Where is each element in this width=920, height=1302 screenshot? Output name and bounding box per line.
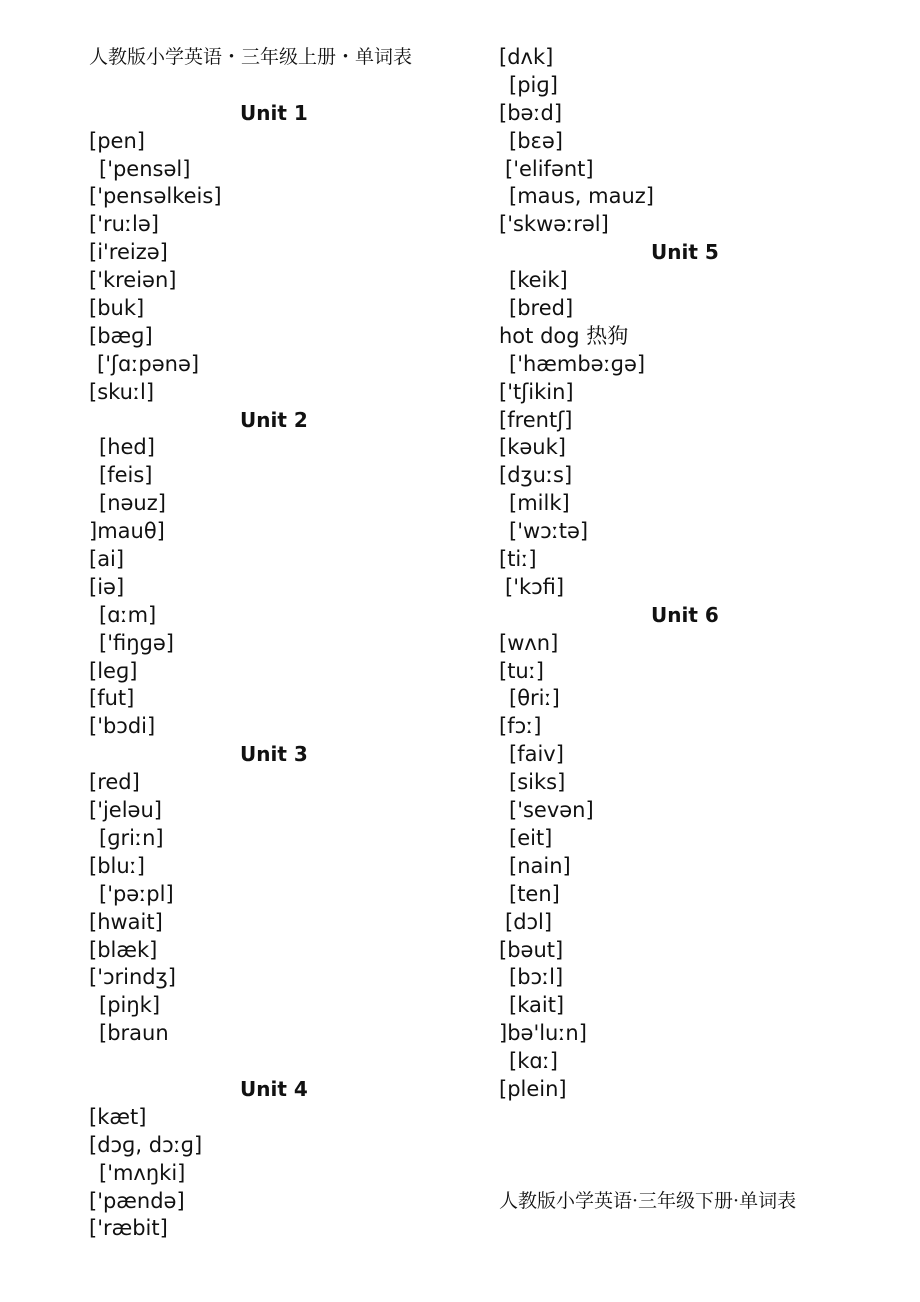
unit-4-heading: Unit 4 — [240, 1076, 308, 1101]
unit-1-heading: Unit 1 — [240, 100, 308, 125]
word-entry: ['bɔdi] — [89, 714, 156, 739]
word-entry: ['elifənt] — [505, 156, 594, 181]
word-entry: ['ræbit] — [89, 1216, 168, 1241]
word-entry: ['mʌŋki] — [99, 1160, 186, 1185]
right-column — [499, 44, 879, 1215]
word-entry: [piɡ] — [509, 72, 558, 97]
word-entry: ['fiŋɡə] — [99, 630, 174, 655]
word-entry: [tuː] — [499, 658, 545, 683]
word-entry: [maus, mauz] — [509, 184, 654, 209]
word-entry: ['hæmbəːɡə] — [509, 351, 646, 376]
word-entry: [dɔl] — [505, 909, 553, 934]
word-entry: [dɔɡ, dɔːɡ] — [89, 1132, 203, 1157]
word-entry: [leɡ] — [89, 658, 138, 683]
word-entry: [bred] — [509, 296, 574, 321]
word-entry: ['sevən] — [509, 798, 594, 823]
word-entry: ['wɔːtə] — [509, 519, 589, 544]
word-entry: [red] — [89, 770, 140, 795]
word-entry: [siks] — [509, 770, 566, 795]
word-entry: ['pəːpl] — [99, 881, 174, 906]
word-entry: [kəuk] — [499, 435, 566, 460]
word-entry: ['tʃikin] — [499, 379, 574, 404]
word-entry: [θriː] — [509, 686, 560, 711]
word-entry: ['skwəːrəl] — [499, 212, 609, 237]
word-entry: [ɑːm] — [99, 602, 157, 627]
word-entry: ]mauθ] — [89, 519, 165, 544]
word-entry: [feis] — [99, 463, 153, 488]
word-entry: ['pændə] — [89, 1188, 185, 1213]
word-entry: [tiː] — [499, 547, 537, 572]
word-entry: [hwait] — [89, 909, 163, 934]
word-entry: [blæk] — [89, 937, 158, 962]
word-entry: [hed] — [99, 435, 155, 460]
word-entry: [milk] — [509, 491, 570, 516]
word-entry: [skuːl] — [89, 379, 155, 404]
document-title: 人教版小学英语・三年级上册・单词表 — [89, 46, 413, 68]
word-entry: [dʒuːs] — [499, 463, 573, 488]
word-entry: [ten] — [509, 881, 560, 906]
word-entry: [bɔːl] — [509, 965, 564, 990]
word-entry: [bəut] — [499, 937, 564, 962]
word-entry: ]bə'luːn] — [499, 1021, 587, 1046]
word-entry: ['ruːlə] — [89, 212, 159, 237]
word-entry: [piŋk] — [99, 993, 161, 1018]
word-entry: [nəuz] — [99, 491, 166, 516]
word-entry: ['ɔrindʒ] — [89, 965, 176, 990]
word-entry: ['pensəlkeis] — [89, 184, 222, 209]
word-entry: [plein] — [499, 1076, 567, 1101]
word-entry: ['jeləu] — [89, 798, 162, 823]
left-column — [89, 44, 469, 1243]
word-entry: ['kreiən] — [89, 268, 177, 293]
word-entry: ['kɔfi] — [505, 574, 565, 599]
word-entry: [bɛə] — [509, 128, 563, 153]
unit-2-heading: Unit 2 — [240, 407, 308, 432]
word-entry: [iə] — [89, 574, 125, 599]
word-entry: [kɑː] — [509, 1049, 558, 1074]
word-entry: [kait] — [509, 993, 565, 1018]
word-entry: [keik] — [509, 268, 568, 293]
word-entry: [faiv] — [509, 742, 564, 767]
word-entry: [ɡriːn] — [99, 825, 164, 850]
word-entry: [dʌk] — [499, 45, 554, 69]
word-entry: [ai] — [89, 547, 125, 572]
word-entry: [braun — [99, 1021, 169, 1046]
word-entry: hot dog 热狗 — [499, 323, 629, 348]
word-entry: [wʌn] — [499, 630, 559, 655]
word-entry: ['ʃɑːpənə] — [97, 351, 200, 376]
unit-6-heading: Unit 6 — [651, 602, 719, 627]
word-entry: [bæɡ] — [89, 323, 153, 348]
word-entry: ['pensəl] — [99, 156, 191, 181]
word-entry: [fɔː] — [499, 714, 542, 739]
word-entry: [eit] — [509, 825, 553, 850]
word-entry: [pen] — [89, 128, 145, 153]
next-section-title: 人教版小学英语·三年级下册·单词表 — [499, 1189, 797, 1212]
word-entry: [bluː] — [89, 853, 145, 878]
word-entry: [frentʃ] — [499, 407, 573, 432]
word-entry: [buk] — [89, 296, 145, 321]
word-entry: [bəːd] — [499, 100, 563, 125]
word-entry: [fut] — [89, 686, 135, 711]
word-entry: [kæt] — [89, 1104, 147, 1129]
word-entry: [i'reizə] — [89, 240, 168, 265]
unit-5-heading: Unit 5 — [651, 240, 719, 265]
unit-3-heading: Unit 3 — [240, 742, 308, 767]
word-entry: [nain] — [509, 853, 571, 878]
